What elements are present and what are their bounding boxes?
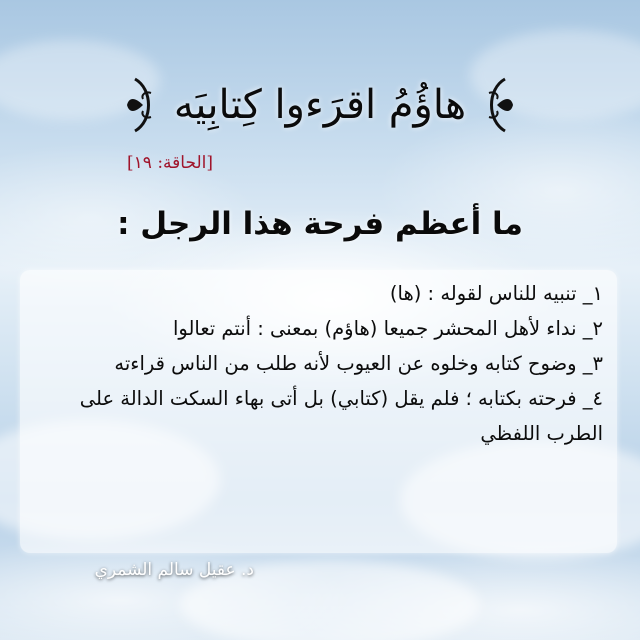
- verse-frame: [108, 70, 532, 140]
- point-item: ٣_ وضوح كتابه وخلوه عن العيوب لأنه طلب من الناس قراءته: [114, 352, 603, 375]
- point-item: ٢_ نداء لأهل المحشر جميعا (هاؤم) بمعنى : أنتم تعالوا: [172, 317, 603, 340]
- verse-reference: [الحاقة: ١٩]: [127, 153, 213, 173]
- ornamental-bracket-right-icon: [474, 75, 516, 135]
- point-item: ٤_ فرحته بكتابه ؛ فلم يقل (كتابي) بل أتى بهاء السكت الدالة على الطرب اللفظي: [79, 387, 603, 445]
- ornamental-bracket-left-icon: [124, 75, 166, 135]
- verse-text: هاؤُمُ اقرَءوا كِتابِيَه: [173, 82, 467, 128]
- point-item: ١_ تنبيه للناس لقوله : (ها): [389, 282, 603, 305]
- author-signature: د. عقيل سالم الشمري: [94, 560, 254, 580]
- points-list: [20, 270, 617, 451]
- heading: ما أعظم فرحة هذا الرجل :: [117, 206, 523, 242]
- points-box: [20, 270, 617, 553]
